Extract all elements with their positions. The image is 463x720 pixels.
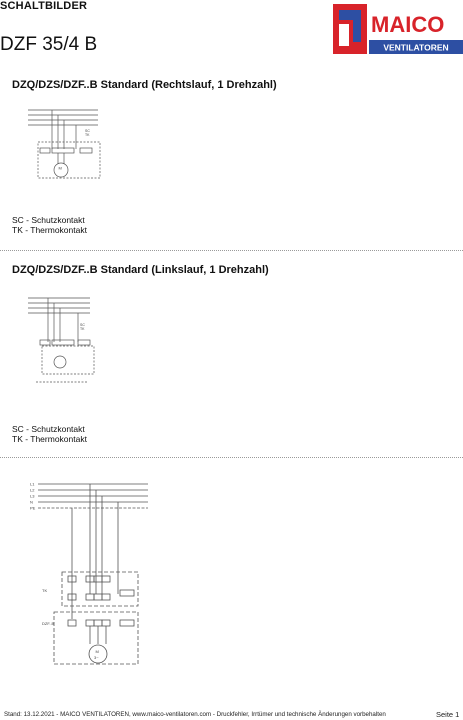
line-label-pe: PE xyxy=(30,505,36,511)
motor-label: M xyxy=(95,649,99,654)
section2-title: DZQ/DZS/DZF..B Standard (Linkslauf, 1 Drehzahl) xyxy=(12,264,269,276)
wiring-diagram-linkslauf xyxy=(18,290,104,386)
line-label-l1: L1 xyxy=(30,481,35,487)
svg-text:TK: TK xyxy=(85,133,90,137)
maico-logo xyxy=(331,2,463,56)
legend-item-tk: TK - Thermokontakt xyxy=(12,225,87,235)
wiring-diagram-detail xyxy=(28,474,158,674)
line-label-l2: L2 xyxy=(30,487,35,493)
logo-tagline: VENTILATOREN xyxy=(383,42,449,53)
legend-item-sc: SC - Schutzkontakt xyxy=(12,215,85,225)
page-number: Seite 1 xyxy=(436,710,460,719)
tk-label: TK xyxy=(42,588,48,593)
divider xyxy=(0,457,463,458)
section-label: SCHALTBILDER xyxy=(0,0,88,12)
legend-item-tk: TK - Thermokontakt xyxy=(12,434,87,444)
section1-legend xyxy=(12,215,87,235)
logo-wordmark: MAICO xyxy=(371,12,445,37)
motor-sub-label: 3~ xyxy=(94,655,99,660)
svg-text:TK: TK xyxy=(80,327,85,331)
logo-white-mark xyxy=(339,24,349,46)
unit-label: DZF..B xyxy=(42,621,55,626)
section1-title: DZQ/DZS/DZF..B Standard (Rechtslauf, 1 Drehzahl) xyxy=(12,79,277,91)
section2-legend xyxy=(12,424,87,444)
page-title: DZF 35/4 B xyxy=(0,34,98,55)
divider xyxy=(0,250,463,251)
wiring-diagram-rechtslauf xyxy=(18,104,104,188)
legend-item-sc: SC - Schutzkontakt xyxy=(12,424,85,434)
svg-text:M: M xyxy=(58,165,62,171)
svg-text:SC: SC xyxy=(85,129,90,133)
footer-text: Stand: 13.12.2021 - MAICO VENTILATOREN, www.maico-ventilatoren.com - Druckfehler, Irrtümer und technische Änderungen vorbehalten xyxy=(4,711,386,718)
line-label-l3: L3 xyxy=(30,493,35,499)
maico-logo-graphic xyxy=(331,2,463,56)
line-label-n: N xyxy=(30,499,33,505)
svg-text:SC: SC xyxy=(80,323,85,327)
